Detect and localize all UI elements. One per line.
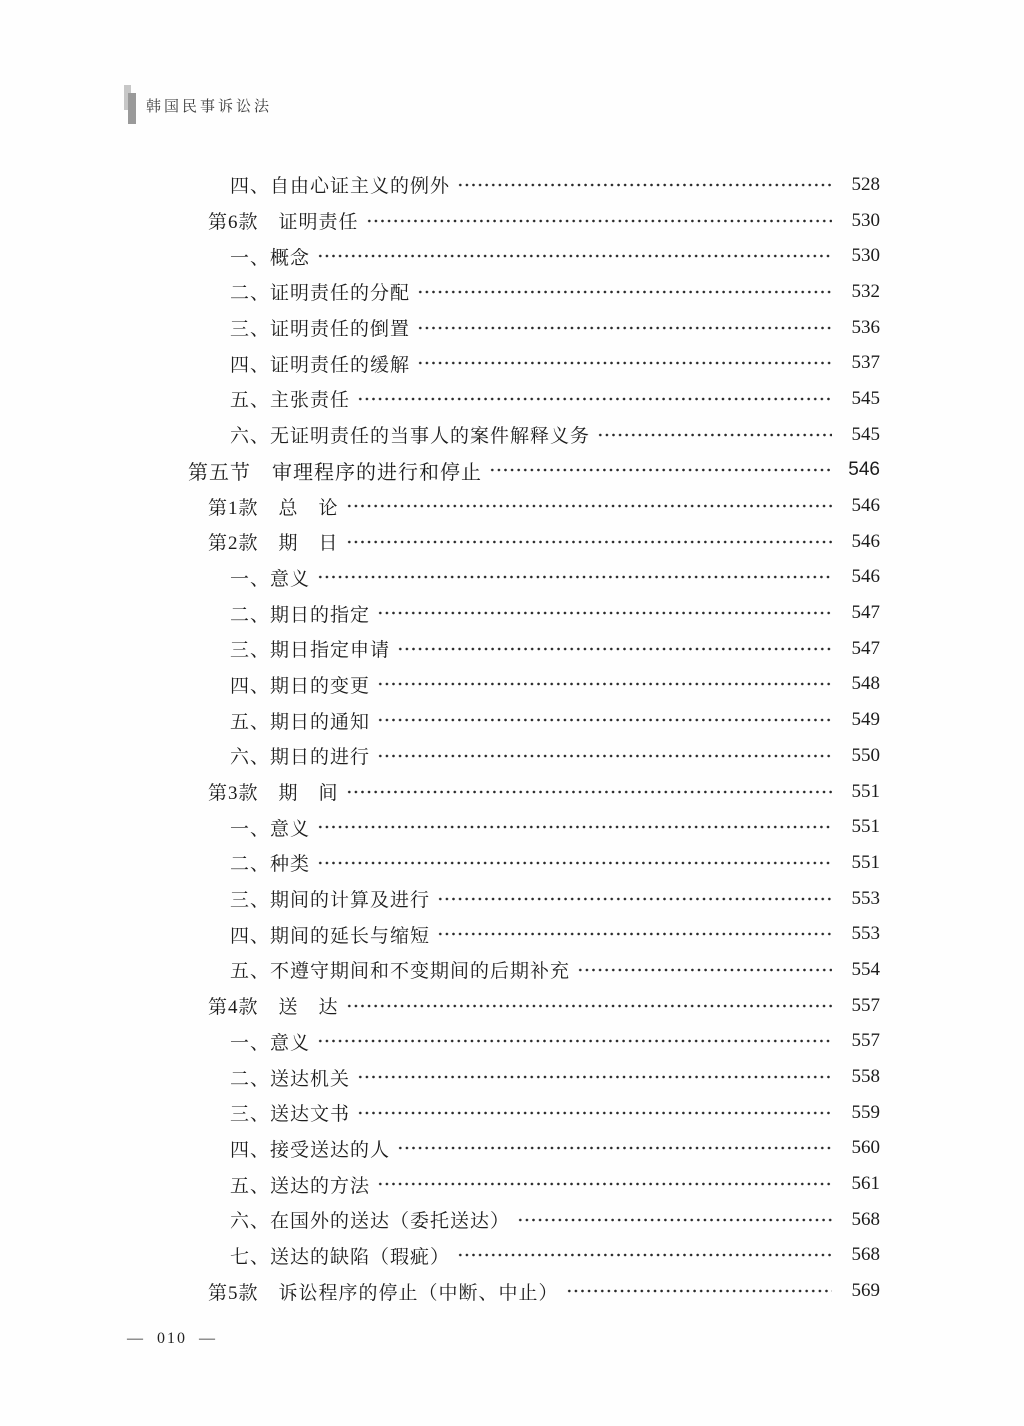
toc-entry: [188, 488, 880, 524]
toc-entry-label: 二、期日的指定: [230, 604, 371, 626]
toc-entry: [188, 845, 880, 881]
toc-entry: [188, 952, 880, 988]
toc-entry-label: 一、意义: [230, 568, 311, 590]
dot-leader-icon: [489, 467, 832, 473]
toc-entry-label: 三、证明责任的倒置: [230, 319, 411, 341]
dot-leader-icon: [417, 325, 832, 331]
running-header-title: 韩国民事诉讼法: [146, 98, 273, 115]
toc-entry-page: 547: [851, 637, 880, 659]
toc-entry: [188, 774, 880, 810]
toc-entry-label: 四、自由心证主义的例外: [230, 176, 451, 198]
toc-entry-page: 551: [851, 851, 880, 873]
dot-leader-icon: [357, 396, 832, 402]
toc-entry: [188, 238, 880, 274]
toc-entry-page: 546: [851, 495, 880, 517]
toc-entry-label: 第4款 送 达: [208, 997, 339, 1019]
toc-entry-page: 532: [851, 280, 880, 302]
toc-entry-label: 四、证明责任的缓解: [230, 354, 411, 376]
toc-entry: [188, 417, 880, 453]
toc-entry-label: 四、期日的变更: [230, 675, 371, 697]
toc-entry-page: 557: [851, 1030, 880, 1052]
toc-entry-label: 二、送达机关: [230, 1068, 351, 1090]
dot-leader-icon: [317, 1038, 832, 1044]
toc-entry: [188, 274, 880, 310]
toc-entry-label: 一、意义: [230, 1032, 311, 1054]
dot-leader-icon: [457, 1252, 832, 1258]
toc-entry: [188, 524, 880, 560]
running-header: [124, 84, 272, 126]
header-bar-dark: [128, 93, 136, 124]
toc-entry-label: 六、期日的进行: [230, 747, 371, 769]
page-footer: [127, 1330, 217, 1348]
dot-leader-icon: [317, 860, 832, 866]
toc-entry-page: 550: [851, 744, 880, 766]
toc-entry: [188, 631, 880, 667]
toc-entry-page: 537: [851, 352, 880, 374]
toc-entry-label: 第6款 证明责任: [208, 212, 359, 234]
toc-entry: [188, 167, 880, 203]
toc-entry: [188, 667, 880, 703]
dot-leader-icon: [377, 681, 832, 687]
toc-entry-page: 530: [851, 209, 880, 231]
toc-entry-label: 五、主张责任: [230, 390, 351, 412]
toc-entry-page: 557: [851, 994, 880, 1016]
toc-entry: [188, 453, 880, 489]
dot-leader-icon: [357, 1074, 832, 1080]
toc-entry-label: 二、种类: [230, 854, 311, 876]
header-bar-ornament-icon: [124, 84, 138, 126]
toc-entry-label: 六、无证明责任的当事人的案件解释义务: [230, 426, 591, 448]
dot-leader-icon: [377, 753, 832, 759]
toc-entry-page: 546: [848, 459, 880, 481]
dot-leader-icon: [597, 432, 832, 438]
dot-leader-icon: [377, 717, 832, 723]
dot-leader-icon: [317, 253, 832, 259]
dot-leader-icon: [317, 574, 832, 580]
dot-leader-icon: [317, 824, 832, 830]
toc-entry: [188, 916, 880, 952]
dot-leader-icon: [346, 539, 832, 545]
toc-entry-label: 五、期日的通知: [230, 711, 371, 733]
toc-entry-page: 549: [851, 709, 880, 731]
toc-entry-label: 七、送达的缺陷（瑕疵）: [230, 1246, 451, 1268]
toc-entry-page: 536: [851, 316, 880, 338]
toc-entry: [188, 1273, 880, 1309]
toc-entry-label: 二、证明责任的分配: [230, 283, 411, 305]
toc-entry-page: 545: [851, 423, 880, 445]
toc-entry-page: 561: [851, 1173, 880, 1195]
dot-leader-icon: [577, 967, 832, 973]
toc-entry-label: 五、不遵守期间和不变期间的后期补充: [230, 961, 571, 983]
toc-entry: [188, 1238, 880, 1274]
dot-leader-icon: [357, 1110, 832, 1116]
dot-leader-icon: [377, 610, 832, 616]
dot-leader-icon: [457, 182, 832, 188]
toc-entry-label: 五、送达的方法: [230, 1175, 371, 1197]
dot-leader-icon: [346, 789, 832, 795]
folio-page-number: — 010 —: [127, 1330, 217, 1347]
toc-entry-page: 553: [851, 887, 880, 909]
toc-entry-label: 一、概念: [230, 247, 311, 269]
dot-leader-icon: [397, 1145, 832, 1151]
toc-entry-label: 第1款 总 论: [208, 497, 339, 519]
toc-entry: [188, 1095, 880, 1131]
toc-entry: [188, 345, 880, 381]
toc-entry-page: 568: [851, 1244, 880, 1266]
dot-leader-icon: [417, 360, 832, 366]
toc-entry: [188, 1131, 880, 1167]
toc-entry-page: 530: [851, 245, 880, 267]
toc-entry: [188, 1202, 880, 1238]
dot-leader-icon: [517, 1217, 832, 1223]
toc-entry-page: 569: [851, 1280, 880, 1302]
toc-entry-label: 四、接受送达的人: [230, 1139, 391, 1161]
toc-entry-page: 554: [851, 958, 880, 980]
toc-entry-page: 545: [851, 387, 880, 409]
toc-entry-page: 551: [851, 816, 880, 838]
toc-entry-page: 548: [851, 673, 880, 695]
dot-leader-icon: [566, 1288, 832, 1294]
toc-entry: [188, 1166, 880, 1202]
toc-entry: [188, 809, 880, 845]
toc-entry-page: 553: [851, 923, 880, 945]
toc-entry: [188, 381, 880, 417]
toc-entry: [188, 702, 880, 738]
toc-entry-label: 三、期日指定申请: [230, 640, 391, 662]
toc-entry-label: 六、在国外的送达（委托送达）: [230, 1211, 511, 1233]
toc-entry: [188, 1059, 880, 1095]
toc-entry-page: 546: [851, 530, 880, 552]
toc-entry-label: 三、期间的计算及进行: [230, 890, 431, 912]
toc-entry-page: 560: [851, 1137, 880, 1159]
dot-leader-icon: [377, 1181, 832, 1187]
toc-entry: [188, 560, 880, 596]
toc-entry-label: 第5款 诉讼程序的停止（中断、中止）: [208, 1282, 559, 1304]
toc-entry-page: 528: [851, 173, 880, 195]
toc-entry-page: 559: [851, 1101, 880, 1123]
toc-entry: [188, 595, 880, 631]
toc-entry: [188, 1024, 880, 1060]
dot-leader-icon: [366, 218, 832, 224]
toc-entry: [188, 988, 880, 1024]
toc-entry: [188, 203, 880, 239]
toc-entry-label: 第3款 期 间: [208, 783, 339, 805]
toc-entry-label: 第2款 期 日: [208, 533, 339, 555]
dot-leader-icon: [346, 503, 832, 509]
dot-leader-icon: [417, 289, 832, 295]
dot-leader-icon: [437, 931, 832, 937]
toc-entry: [188, 310, 880, 346]
toc-entry-label: 三、送达文书: [230, 1104, 351, 1126]
table-of-contents: [188, 167, 880, 1309]
toc-entry: [188, 881, 880, 917]
dot-leader-icon: [346, 1003, 832, 1009]
toc-entry-page: 558: [851, 1066, 880, 1088]
dot-leader-icon: [437, 896, 832, 902]
dot-leader-icon: [397, 646, 832, 652]
toc-entry-label: 四、期间的延长与缩短: [230, 925, 431, 947]
toc-entry-page: 547: [851, 602, 880, 624]
toc-entry-page: 551: [851, 780, 880, 802]
toc-entry-label: 第五节 审理程序的进行和停止: [188, 461, 482, 484]
toc-entry-label: 一、意义: [230, 818, 311, 840]
toc-entry: [188, 738, 880, 774]
toc-entry-page: 568: [851, 1208, 880, 1230]
toc-entry-page: 546: [851, 566, 880, 588]
